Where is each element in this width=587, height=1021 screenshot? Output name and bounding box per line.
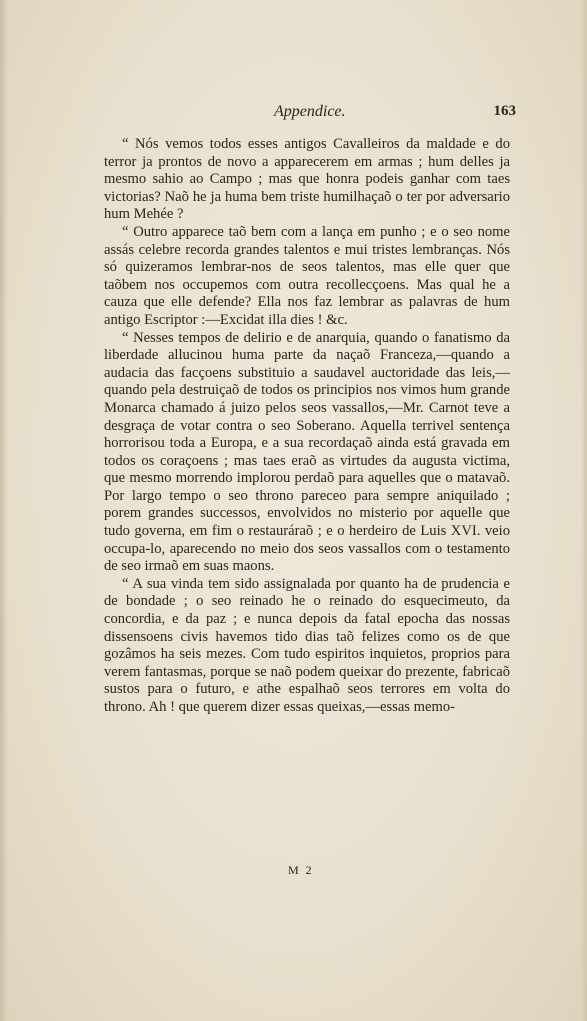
paragraph-1: “ Nós vemos todos esses antigos Cavalleiros da maldade e do terror ja prontos de novo a apparecerem em armas ; hum delles ja mesmo sahio ao Campo ; mas que honra podeis ganhar com taes victorias? Naõ he ja huma bem triste humilhaçaõ o ter por adversario hum Mehée ?	[104, 136, 510, 223]
running-head: Appendice.	[274, 103, 346, 120]
paragraph-4: “ A sua vinda tem sido assignalada por quanto ha de prudencia e de bondade ; o seo reinado he o reinado do esquecimeuto, da concordia, e da paz ; e nunca depois da fatal epocha das nossas dissensoens civis havemos tido dias taõ felizes como os de que gozâmos ha seis mezes. Com tudo espiritos inquietos, proprios para verem fantasmas, porque se naõ podem queixar do prezente, fabricaõ sustos para o futuro, e athe espalhaõ seos terrores em volta do throno. Ah ! que querem dizer essas queixas,—essas memo-	[104, 575, 510, 715]
page-header	[104, 103, 516, 125]
body-text	[104, 136, 510, 717]
paragraph-3: “ Nesses tempos de delirio e de anarquia, quando o fanatismo da liberdade allucinou huma parte da naçaõ Franceza,—quando a audacia das facçoens substituio a saudavel auctoridade das leis,—quando pela destruiçaõ de todos os principios nos vimos hum grande Monarca chamado á juizo pelos seos vassallos,—Mr. Carnot teve a desgraça de votar contra o seo Soberano. Aquella terrivel sentença horrorisou toda a Europa, e a sua recordaçaõ ainda está gravada em todos os coraçoens ; mas taes eraõ as virtudes da augusta victima, que mesmo morrendo implorou perdaõ para aquelles que o matavaõ. Por largo tempo o seo throno pareceo para sempre aniquilado ; porem grandes successos, envolvidos no misterio por aquelle que tudo governa, em fim o restauráraõ ; e o herdeiro de Luis XVI. veio occupa-lo, aparecendo no meio dos seos vassallos com o testamento de seo irmaõ em suas maons.	[104, 329, 510, 575]
signature-mark: M 2	[288, 863, 314, 877]
paragraph-2: “ Outro apparece taõ bem com a lança em punho ; e o seo nome assás celebre recorda grandes talentos e mui tristes lembranças. Nós só quizeramos lembrar-nos de seos talentos, mas elle quer que taõbem nos occupemos com outra recollecçoens. Mas qual he a cauza que elle defende? Ella nos faz lembrar as palavras de hum antigo Escriptor :—Excidat illa dies ! &c.	[104, 223, 510, 328]
page-number: 163	[493, 103, 516, 119]
